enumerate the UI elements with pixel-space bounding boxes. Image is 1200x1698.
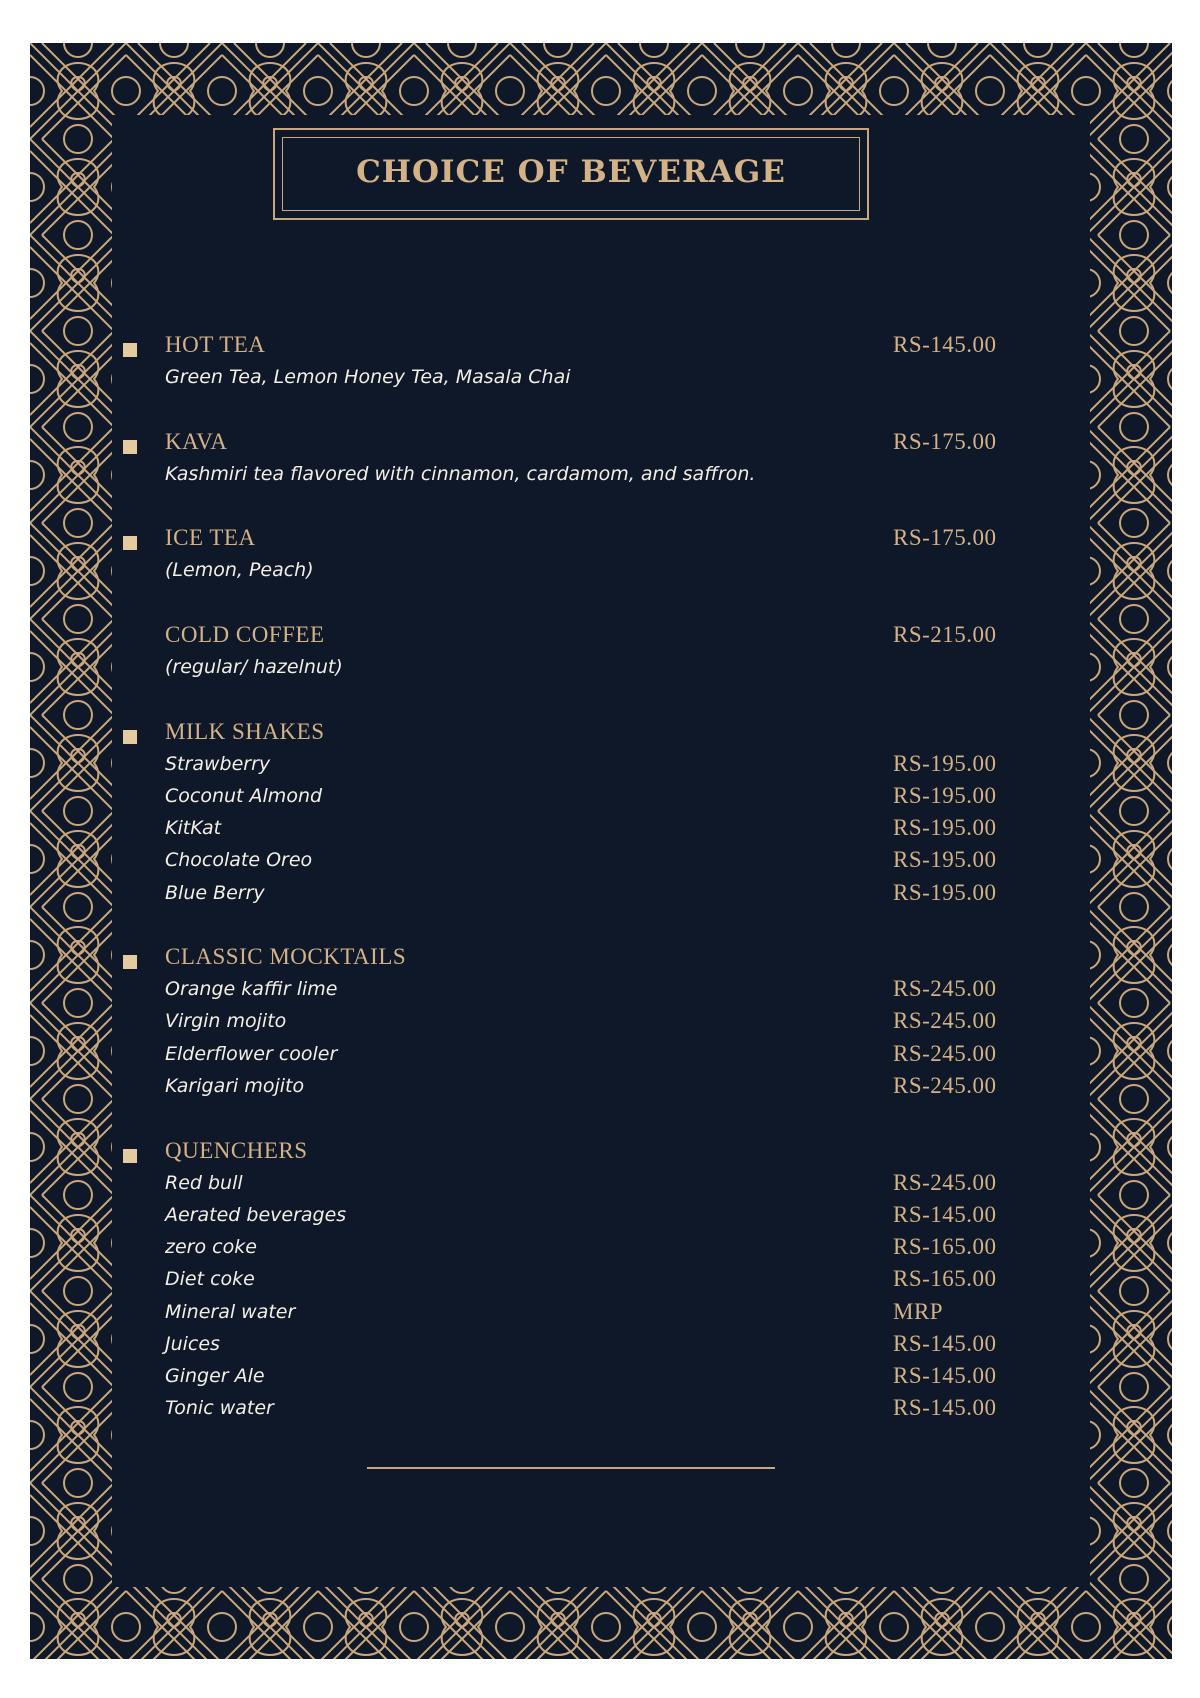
item-price: RS-245.00 [893,976,997,1001]
list-item: Mineral water [165,1301,296,1323]
list-item: Blue Berry [165,882,265,904]
item-price: RS-145.00 [893,1395,997,1420]
bullet-icon [123,1149,137,1163]
section-price-hot-tea: RS-145.00 [893,332,997,357]
item-price: RS-195.00 [893,751,997,776]
bullet-icon [123,730,137,744]
section-title-milk-shakes: MILK SHAKES [165,719,325,744]
list-item: Aerated beverages [165,1204,347,1226]
list-item: Red bull [165,1172,243,1194]
section-title-classic-mocktails: CLASSIC MOCKTAILS [165,944,407,969]
list-item: Orange kaffir lime [165,978,338,1000]
divider [367,1467,775,1469]
list-item: Strawberry [165,753,271,775]
section-price-cold-coffee: RS-215.00 [893,622,997,647]
item-price: RS-245.00 [893,1041,997,1066]
section-title-kava: KAVA [165,429,228,454]
section-title-cold-coffee: COLD COFFEE [165,622,325,647]
section-title-hot-tea: HOT TEA [165,332,266,357]
item-price: RS-245.00 [893,1073,997,1098]
item-price: MRP [893,1299,944,1324]
section-detail-hot-tea: Green Tea, Lemon Honey Tea, Masala Chai [165,366,571,388]
bullet-icon [123,343,137,357]
bullet-icon [123,955,137,969]
section-detail-kava: Kashmiri tea flavored with cinnamon, cardamom, and saffron. [165,463,756,485]
item-price: RS-145.00 [893,1331,997,1356]
item-price: RS-145.00 [893,1363,997,1388]
bullet-icon [123,536,137,550]
item-price: RS-145.00 [893,1202,997,1227]
list-item: Ginger Ale [165,1365,265,1387]
list-item: Diet coke [165,1268,255,1290]
title-frame [273,128,869,220]
list-item: Tonic water [165,1397,274,1419]
item-price: RS-165.00 [893,1234,997,1259]
section-title-ice-tea: ICE TEA [165,525,256,550]
list-item: Karigari mojito [165,1075,305,1097]
section-detail-cold-coffee: (regular/ hazelnut) [165,656,343,678]
list-item: KitKat [165,817,222,839]
list-item: Chocolate Oreo [165,849,313,871]
bullet-icon [123,440,137,454]
list-item: Coconut Almond [165,785,323,807]
item-price: RS-245.00 [893,1008,997,1033]
page-title: CHOICE OF BEVERAGE [356,154,786,190]
section-price-ice-tea: RS-175.00 [893,525,997,550]
section-title-quenchers: QUENCHERS [165,1138,308,1163]
item-price: RS-195.00 [893,847,997,872]
list-item: zero coke [165,1236,257,1258]
section-detail-ice-tea: (Lemon, Peach) [165,559,314,581]
list-item: Virgin mojito [165,1010,287,1032]
item-price: RS-165.00 [893,1266,997,1291]
list-item: Juices [165,1333,220,1355]
list-item: Elderflower cooler [165,1043,338,1065]
item-price: RS-195.00 [893,783,997,808]
section-price-kava: RS-175.00 [893,429,997,454]
item-price: RS-245.00 [893,1170,997,1195]
item-price: RS-195.00 [893,815,997,840]
item-price: RS-195.00 [893,880,997,905]
